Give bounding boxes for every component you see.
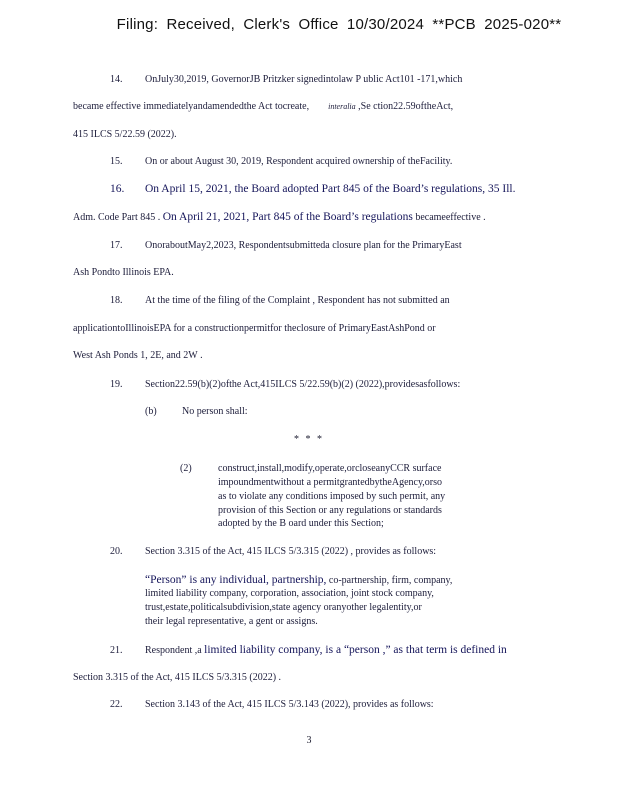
paragraph-number: 21. bbox=[110, 645, 123, 656]
paragraph-15: 15. On or about August 30, 2019, Respondent acquired ownership of theFacility. bbox=[110, 156, 453, 167]
paragraph-17-line-2: Ash Pondto Illinois EPA. bbox=[73, 267, 174, 278]
paragraph-number: 19. bbox=[110, 379, 123, 390]
quote-19-line-5: adopted by the B oard under this Section; bbox=[218, 518, 384, 529]
paragraph-14-line-3: 415 ILCS 5/22.59 (2022). bbox=[73, 129, 177, 140]
paragraph-16-line-1: 16. On April 15, 2021, the Board adopted Part 845 of the Board’s regulations, 35 Ill. bbox=[110, 183, 516, 195]
paragraph-number: 22. bbox=[110, 699, 123, 710]
quote-20-line-3: trust,estate,politicalsubdivision,state agency oranyother legalentity,or bbox=[145, 602, 422, 613]
quote-20-line-4: their legal representative, a gent or assigns. bbox=[145, 616, 318, 627]
paragraph-18-line-3: West Ash Ponds 1, 2E, and 2W . bbox=[73, 350, 203, 361]
paragraph-19-line-1: 19. Section22.59(b)(2)ofthe Act,415ILCS 5/22.59(b)(2) (2022),providesasfollows: bbox=[110, 379, 461, 390]
paragraph-21-line-2: Section 3.315 of the Act, 415 ILCS 5/3.315 (2022) . bbox=[73, 672, 282, 683]
paragraph-number: 16. bbox=[110, 183, 125, 195]
paragraph-number: 14. bbox=[110, 74, 123, 85]
paragraph-18-line-2: applicationtoIllinoisEPA for a constructionpermitfor theclosure of PrimaryEastAshPond or bbox=[73, 323, 436, 334]
paragraph-number: 15. bbox=[110, 156, 123, 167]
filing-header: Filing: Received, Clerk's Office 10/30/2024 **PCB 2025-020** bbox=[116, 16, 562, 33]
paragraph-22-line-1: 22. Section 3.143 of the Act, 415 ILCS 5/3.143 (2022), provides as follows: bbox=[110, 699, 434, 710]
paragraph-number: 18. bbox=[110, 295, 123, 306]
ellipsis-stars: * * * bbox=[294, 434, 324, 445]
subsection-label: (b) bbox=[145, 406, 157, 417]
subsection-b: (b) No person shall: bbox=[145, 406, 248, 417]
item-2-label: (2) bbox=[180, 463, 192, 474]
quote-19-line-2: impoundmentwithout a permitgrantedbytheAgency,orso bbox=[218, 477, 443, 488]
paragraph-number: 20. bbox=[110, 546, 123, 557]
paragraph-number: 17. bbox=[110, 240, 123, 251]
paragraph-17-line-1: 17. OnoraboutMay2,2023, Respondentsubmitteda closure plan for the PrimaryEast bbox=[110, 240, 462, 251]
paragraph-20-line-1: 20. Section 3.315 of the Act, 415 ILCS 5/3.315 (2022) , provides as follows: bbox=[110, 546, 437, 557]
paragraph-16-line-2: Adm. Code Part 845 . On April 21, 2021, Part 845 of the Board’s regulations becameeffective . bbox=[73, 211, 486, 223]
paragraph-14-line-1: 14. OnJuly30,2019, GovernorJB Pritzker signedintolaw P ublic Act101 -171,which bbox=[110, 74, 463, 85]
italic-term: interalia bbox=[328, 102, 356, 111]
paragraph-14-line-2: became effective immediatelyandamendedthe Act tocreate, interalia ,Se ction22.59oftheAct, bbox=[73, 101, 454, 112]
quote-20-line-1: “Person” is any individual, partnership, co-partnership, firm, company, bbox=[145, 574, 453, 586]
page-number: 3 bbox=[306, 735, 312, 746]
quote-20-line-2: limited liability company, corporation, association, joint stock company, bbox=[145, 588, 434, 599]
quote-19-line-4: provision of this Section or any regulations or standards bbox=[218, 505, 442, 516]
paragraph-21-line-1: 21. Respondent ,a limited liability company, is a “person ,” as that term is defined in bbox=[110, 644, 507, 656]
quote-19-line-3: as to violate any conditions imposed by such permit, any bbox=[218, 491, 446, 502]
quote-19-line-1: construct,install,modify,operate,orcloseanyCCR surface bbox=[218, 463, 442, 474]
paragraph-18-line-1: 18. At the time of the filing of the Complaint , Respondent has not submitted an bbox=[110, 295, 450, 306]
